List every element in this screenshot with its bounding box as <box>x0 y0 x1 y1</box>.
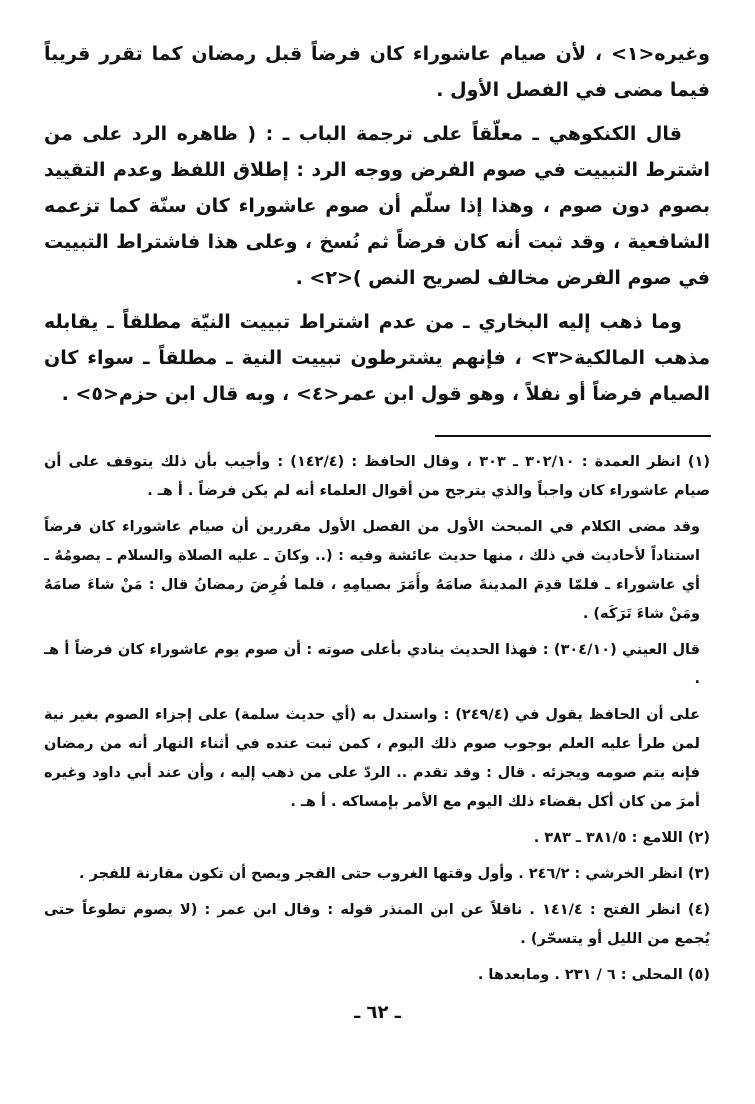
footnote-2: (٢) اللامع : ٣٨١/٥ ـ ٣٨٣ . <box>533 830 710 846</box>
footnote-divider <box>435 435 711 437</box>
page-number: ـ ٦٢ ـ <box>354 1002 401 1023</box>
main-text <box>44 36 710 412</box>
footnote-1-continuation-c: على أن الحافظ يقول في (٢٤٩/٤) : واستدل به (أي حديث سلمة) على إجزاء الصوم بغير نية لمن طرأ عليه العلم بوجوب صوم ذلك اليوم ، كمن ثبت عنده في أثناء النهار أنه من رمضان فإنه يتم صومه ويجزئه . قال : وقد تقدم .. الردّ على من ذهب إليه ، وأن عند أبي داود وغيره أمرَ من كان أكل بقضاء ذلك اليوم مع الأمر بإمساكه . أ هـ . <box>44 707 700 810</box>
paragraph-2: قال الكنكوهي ـ معلّقاً على ترجمة الباب ـ : ( ظاهره الرد على من اشترط التبييت في صوم الفرض ووجه الرد : إطلاق اللفظ وعدم التقييد بصوم دون صوم ، وهذا إذا سلّم أن صوم عاشوراء كان سنّة كما تزعمه الشافعية ، وقد ثبت أنه كان فرضاً ثم نُسخ ، وعلى هذا فاشتراط التبييت في صوم الفرض مخالف لصريح النص )<٢> . <box>44 123 710 289</box>
footnote-4: (٤) انظر الفتح : ١٤١/٤ . ناقلاً عن ابن المنذر قوله : وقال ابن عمر : (لا يصوم تطوعاً حتى يُجمع من الليل أو يتسحّر) . <box>44 902 710 947</box>
footnotes <box>44 448 710 997</box>
paragraph-1: وغيره<١> ، لأن صيام عاشوراء كان فرضاً قبل رمضان كما تقرر قريباً فيما مضى في الفصل الأول . <box>44 43 710 101</box>
footnote-1-continuation-b: قال العيني (٣٠٤/١٠) : فهذا الحديث ينادي بأعلى صوته : أن صوم يوم عاشوراء كان فرضاً أ هـ . <box>44 642 700 687</box>
footnote-5: (٥) المحلى : ٦ / ٢٣١ . ومابعدها . <box>477 967 710 983</box>
paragraph-3: وما ذهب إليه البخاري ـ من عدم اشتراط تبييت النيّة مطلقاً ـ يقابله مذهب المالكية<٣> ، فإنهم يشترطون تبييت النية ـ مطلقاً ـ سواء كان الصيام فرضاً أو نفلاً ، وهو قول ابن عمر<٤> ، وبه قال ابن حزم<٥> . <box>44 311 710 405</box>
footnote-1-continuation-a: وقد مضى الكلام في المبحث الأول من الفصل الأول مقررين أن صيام عاشوراء كان فرضاً استناداً لأحاديث في ذلك ، منها حديث عائشة وفيه : (.. وكانَ ـ عليه الصلاة والسلام ـ يصومُهُ ـ أي عاشوراء ـ فلمّا قدِمَ المدينةَ صامَهُ وأَمَرَ بصيامِهِ ، فلما فُرِضَ رمضانُ قال : مَنْ شاءَ صامَهُ ومَنْ شاءَ تَرَكَه) . <box>44 519 700 622</box>
footnote-3: (٣) انظر الخرشي : ٢٤٦/٢ . وأول وقتها الغروب حتى الفجر ويصح أن تكون مقارنة للفجر . <box>79 866 710 882</box>
footnote-1: (١) انظر العمدة : ٣٠٢/١٠ ـ ٣٠٣ ، وقال الحافظ : (١٤٢/٤) : وأجيب بأن ذلك يتوقف على أن صيام عاشوراء كان واجباً والذي يترجح من أقوال العلماء أنه لم يكن فرضاً . أ هـ . <box>44 454 710 499</box>
